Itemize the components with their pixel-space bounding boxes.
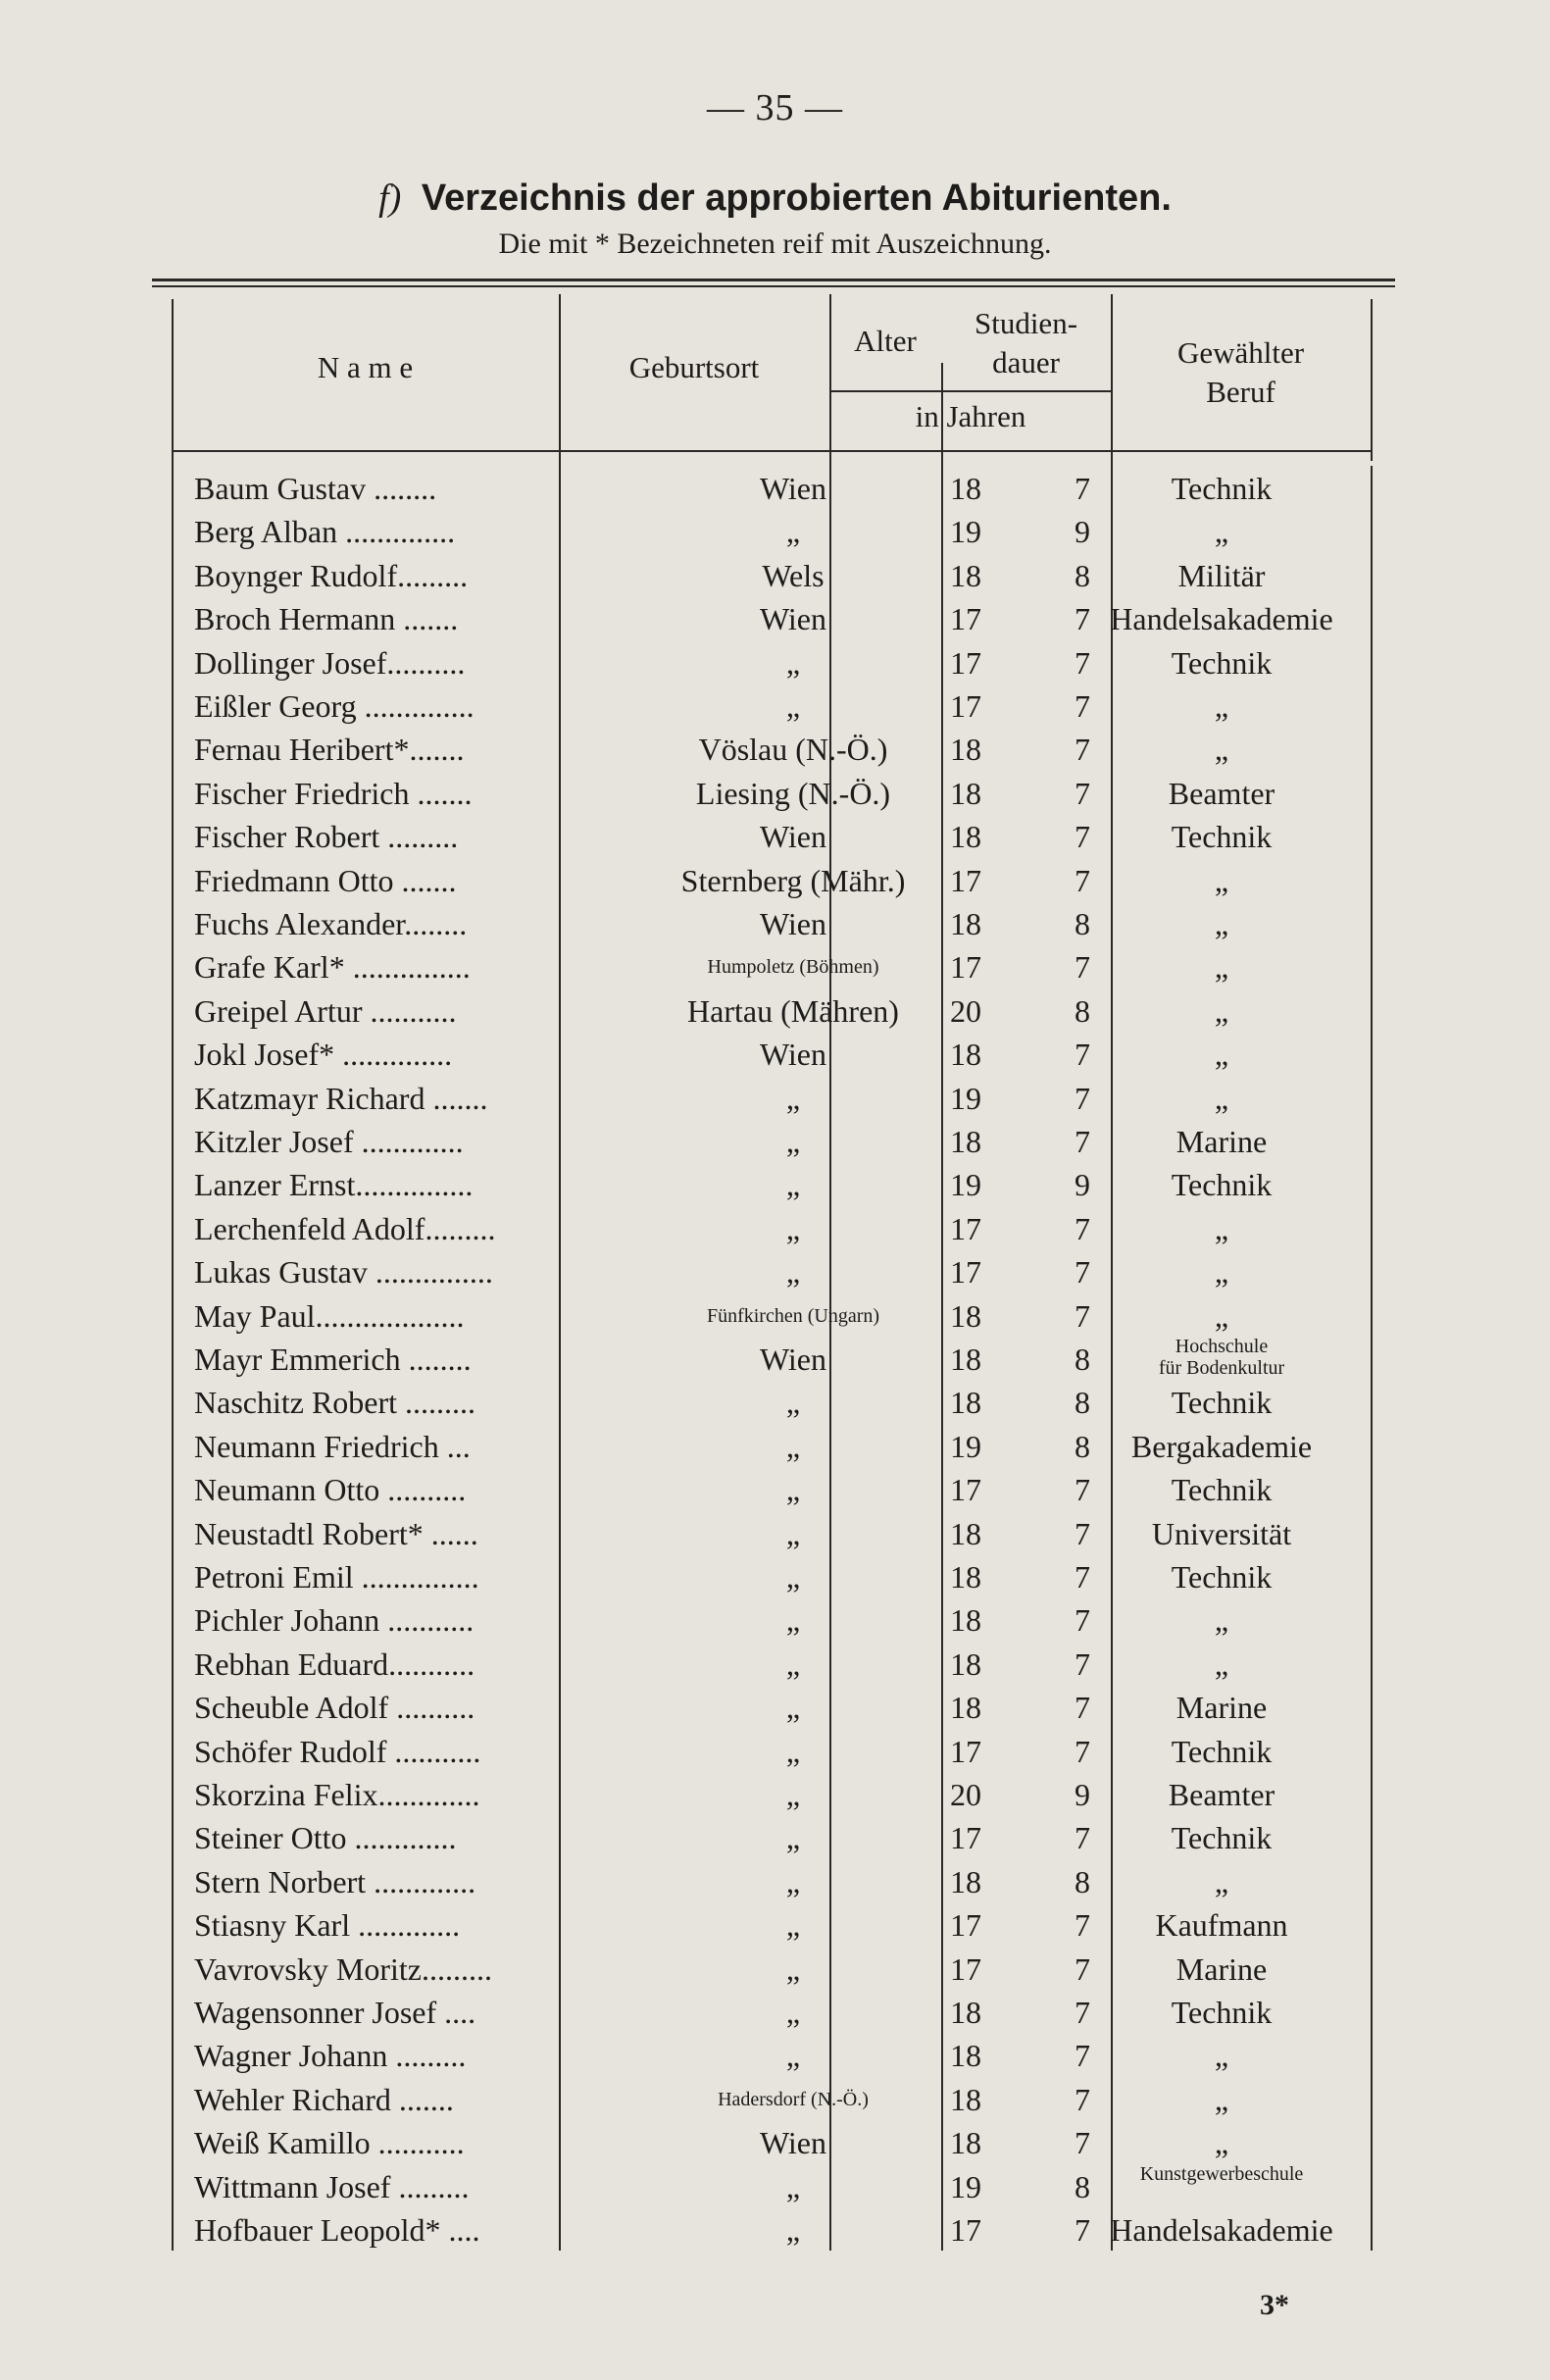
age: 17 bbox=[950, 862, 981, 898]
student-name: Kitzler Josef ............. bbox=[194, 1124, 464, 1159]
table-row bbox=[194, 1555, 1380, 1598]
student-name: Stiasny Karl ............. bbox=[194, 1907, 461, 1944]
study-duration: 7 bbox=[1075, 1733, 1090, 1769]
header-profession: Gewählter Beruf bbox=[1176, 335, 1305, 409]
birthplace: „ bbox=[785, 1559, 801, 1595]
age: 17 bbox=[950, 1950, 981, 1987]
study-duration: 8 bbox=[1075, 906, 1090, 941]
birthplace: „ bbox=[785, 1820, 801, 1856]
table-row bbox=[194, 1381, 1380, 1424]
student-name: Greipel Artur ........... bbox=[194, 992, 457, 1029]
study-duration: 7 bbox=[1075, 2125, 1090, 2161]
table-row bbox=[194, 1773, 1380, 1816]
student-name: Rebhan Eduard........... bbox=[194, 1646, 475, 1682]
study-duration: 7 bbox=[1075, 1515, 1090, 1551]
header-duration: Studien- dauer bbox=[974, 306, 1078, 380]
table-top-rule-inner bbox=[152, 285, 1395, 287]
profession: „ bbox=[1214, 1297, 1229, 1334]
table-row bbox=[194, 815, 1380, 858]
age: 18 bbox=[950, 1646, 981, 1682]
birthplace: Sternberg (Mähr.) bbox=[680, 862, 906, 898]
table-row bbox=[194, 989, 1380, 1033]
age: 18 bbox=[950, 1995, 981, 2030]
birthplace: „ bbox=[785, 1950, 801, 1987]
study-duration: 7 bbox=[1075, 1254, 1090, 1291]
profession: Technik bbox=[1171, 1820, 1273, 1856]
profession: Technik bbox=[1171, 644, 1273, 681]
age: 19 bbox=[950, 1428, 981, 1464]
birthplace: Liesing (N.-Ö.) bbox=[695, 775, 891, 811]
profession: Universität bbox=[1151, 1515, 1292, 1551]
birthplace: „ bbox=[785, 1863, 801, 1899]
profession: „ bbox=[1214, 1080, 1229, 1116]
age: 20 bbox=[950, 992, 981, 1029]
years-rule bbox=[829, 390, 1112, 392]
study-duration: 7 bbox=[1075, 1602, 1090, 1639]
header-bottom-rule bbox=[172, 450, 1373, 452]
study-duration: 7 bbox=[1075, 862, 1090, 898]
profession: „ bbox=[1214, 862, 1229, 898]
study-duration: 7 bbox=[1075, 949, 1090, 986]
student-name: Mayr Emmerich ........ bbox=[194, 1342, 472, 1377]
profession: „ bbox=[1214, 1646, 1229, 1682]
student-name: Fischer Friedrich ....... bbox=[194, 775, 473, 811]
profession: „ bbox=[1214, 1602, 1229, 1639]
table-row bbox=[194, 772, 1380, 815]
age: 17 bbox=[950, 1254, 981, 1291]
age: 17 bbox=[950, 949, 981, 986]
age: 17 bbox=[950, 2212, 981, 2248]
table-row bbox=[194, 684, 1380, 728]
profession: Militär bbox=[1177, 557, 1266, 593]
header-years: in Jahren bbox=[915, 399, 1026, 433]
table-row bbox=[194, 1163, 1380, 1206]
study-duration: 7 bbox=[1075, 2081, 1090, 2117]
student-name: Vavrovsky Moritz......... bbox=[194, 1950, 492, 1987]
profession: Technik bbox=[1171, 1733, 1273, 1769]
student-name: Neustadtl Robert* ...... bbox=[194, 1515, 478, 1551]
profession: „ bbox=[1214, 992, 1229, 1029]
birthplace: „ bbox=[785, 1210, 801, 1246]
study-duration: 8 bbox=[1075, 1863, 1090, 1899]
table-row bbox=[194, 554, 1380, 597]
birthplace: Wien bbox=[759, 1037, 826, 1073]
title-text: Verzeichnis der approbierten Abiturienten. bbox=[421, 177, 1172, 219]
birthplace: Hadersdorf (N.-Ö.) bbox=[718, 2088, 869, 2110]
table-row bbox=[194, 1425, 1380, 1468]
table-row bbox=[194, 1598, 1380, 1642]
age: 18 bbox=[950, 1690, 981, 1726]
age: 19 bbox=[950, 514, 981, 550]
table-row bbox=[194, 1207, 1380, 1250]
birthplace: „ bbox=[785, 514, 801, 550]
student-name: Schöfer Rudolf ........... bbox=[194, 1733, 481, 1769]
study-duration: 7 bbox=[1075, 1124, 1090, 1159]
birthplace: Wien bbox=[759, 2125, 826, 2161]
header-name: N a m e bbox=[317, 350, 414, 384]
table-row bbox=[194, 1294, 1380, 1338]
student-name: Weiß Kamillo ........... bbox=[194, 2125, 465, 2161]
profession: Marine bbox=[1175, 1124, 1268, 1159]
study-duration: 7 bbox=[1075, 1950, 1090, 1987]
birthplace: „ bbox=[785, 1515, 801, 1551]
student-name: Neumann Friedrich ... bbox=[194, 1428, 471, 1464]
age: 18 bbox=[950, 2081, 981, 2117]
table-top-rule bbox=[152, 279, 1395, 281]
birthplace: „ bbox=[785, 1472, 801, 1508]
study-duration: 8 bbox=[1075, 1428, 1090, 1464]
table-row bbox=[194, 2078, 1380, 2121]
study-duration: 8 bbox=[1075, 557, 1090, 593]
birthplace: „ bbox=[785, 1690, 801, 1726]
age: 18 bbox=[950, 1559, 981, 1595]
profession: „ bbox=[1214, 1254, 1229, 1291]
study-duration: 8 bbox=[1075, 992, 1090, 1029]
table-row bbox=[194, 1033, 1380, 1076]
birthplace: Humpoletz (Böhmen) bbox=[707, 956, 879, 979]
page-subtitle: Die mit * Bezeichneten reif mit Auszeichnung. bbox=[498, 228, 1052, 260]
study-duration: 7 bbox=[1075, 1646, 1090, 1682]
birthplace: Vöslau (N.-Ö.) bbox=[698, 732, 888, 768]
student-name: Skorzina Felix............. bbox=[194, 1777, 480, 1812]
birthplace: „ bbox=[785, 1602, 801, 1639]
profession: Technik bbox=[1171, 1995, 1273, 2030]
birthplace: Wien bbox=[759, 906, 826, 941]
study-duration: 7 bbox=[1075, 775, 1090, 811]
birthplace: „ bbox=[785, 1385, 801, 1421]
birthplace: „ bbox=[785, 1733, 801, 1769]
student-name: Katzmayr Richard ....... bbox=[194, 1080, 488, 1116]
profession: Handelsakademie bbox=[1110, 601, 1333, 637]
table-row bbox=[194, 1338, 1380, 1381]
age: 18 bbox=[950, 775, 981, 811]
title-prefix: f) bbox=[378, 177, 402, 219]
header-age: Alter bbox=[854, 324, 917, 358]
student-name: Scheuble Adolf .......... bbox=[194, 1690, 475, 1726]
profession: „ bbox=[1214, 2125, 1229, 2161]
profession: Technik bbox=[1171, 1167, 1273, 1203]
study-duration: 7 bbox=[1075, 688, 1090, 724]
age: 18 bbox=[950, 471, 981, 506]
study-duration: 7 bbox=[1075, 2038, 1090, 2074]
profession: Beamter bbox=[1168, 775, 1275, 811]
study-duration: 7 bbox=[1075, 732, 1090, 768]
table-row bbox=[194, 1686, 1380, 1729]
table-row bbox=[194, 641, 1380, 684]
student-name: Lukas Gustav ............... bbox=[194, 1254, 493, 1291]
student-name: Fernau Heribert*....... bbox=[194, 732, 465, 768]
study-duration: 7 bbox=[1075, 2212, 1090, 2248]
profession: „ bbox=[1214, 688, 1229, 724]
profession: Handelsakademie bbox=[1110, 2212, 1333, 2248]
age: 18 bbox=[950, 906, 981, 941]
study-duration: 8 bbox=[1075, 1385, 1090, 1421]
table-left-border bbox=[172, 299, 174, 2251]
profession: Beamter bbox=[1168, 1777, 1275, 1812]
age: 18 bbox=[950, 1342, 981, 1377]
birthplace: Wien bbox=[759, 819, 826, 855]
student-name: Berg Alban .............. bbox=[194, 514, 456, 550]
study-duration: 7 bbox=[1075, 1472, 1090, 1508]
birthplace: Wien bbox=[759, 601, 826, 637]
student-name: Friedmann Otto ....... bbox=[194, 862, 457, 898]
study-duration: 7 bbox=[1075, 1210, 1090, 1246]
birthplace: Wels bbox=[762, 557, 825, 593]
student-name: Lanzer Ernst............... bbox=[194, 1167, 474, 1203]
student-name: Fuchs Alexander........ bbox=[194, 906, 468, 941]
student-name: May Paul................... bbox=[194, 1297, 465, 1334]
birthplace: „ bbox=[785, 1646, 801, 1682]
study-duration: 8 bbox=[1075, 1342, 1090, 1377]
student-name: Neumann Otto .......... bbox=[194, 1472, 467, 1508]
study-duration: 7 bbox=[1075, 601, 1090, 637]
study-duration: 7 bbox=[1075, 1820, 1090, 1856]
profession: Kaufmann bbox=[1155, 1907, 1288, 1944]
study-duration: 7 bbox=[1075, 1037, 1090, 1073]
birthplace: Fünfkirchen (Ungarn) bbox=[706, 1304, 880, 1327]
header-place: Geburtsort bbox=[628, 350, 760, 384]
study-duration: 8 bbox=[1075, 2168, 1090, 2204]
student-name: Naschitz Robert ......... bbox=[194, 1385, 476, 1421]
profession: „ bbox=[1214, 2081, 1229, 2117]
table-row bbox=[194, 1816, 1380, 1859]
birthplace: „ bbox=[785, 2168, 801, 2204]
age: 17 bbox=[950, 688, 981, 724]
table-row bbox=[194, 1120, 1380, 1163]
profession: Marine bbox=[1175, 1690, 1268, 1726]
birthplace: „ bbox=[785, 1428, 801, 1464]
student-name: Wittmann Josef ......... bbox=[194, 2168, 470, 2204]
table-row bbox=[194, 902, 1380, 945]
study-duration: 7 bbox=[1075, 1559, 1090, 1595]
profession: Technik bbox=[1171, 1472, 1273, 1508]
student-name: Broch Hermann ....... bbox=[194, 601, 459, 637]
student-name: Pichler Johann ........... bbox=[194, 1602, 475, 1639]
study-duration: 7 bbox=[1075, 644, 1090, 681]
table-row bbox=[194, 945, 1380, 988]
study-duration: 7 bbox=[1075, 471, 1090, 506]
birthplace: „ bbox=[785, 688, 801, 724]
profession: Technik bbox=[1171, 471, 1273, 506]
age: 18 bbox=[950, 1297, 981, 1334]
birthplace: Wien bbox=[759, 1342, 826, 1377]
profession: „ bbox=[1214, 2038, 1229, 2074]
student-name: Grafe Karl* ............... bbox=[194, 949, 471, 986]
table-row bbox=[194, 467, 1380, 510]
age: 18 bbox=[950, 1124, 981, 1159]
age: 18 bbox=[950, 2125, 981, 2161]
table-right-border bbox=[1371, 299, 1373, 461]
age: 20 bbox=[950, 1777, 981, 1812]
student-name: Lerchenfeld Adolf......... bbox=[194, 1210, 496, 1246]
age: 17 bbox=[950, 1210, 981, 1246]
profession: Marine bbox=[1175, 1950, 1268, 1987]
profession: Technik bbox=[1171, 819, 1273, 855]
birthplace: „ bbox=[785, 2212, 801, 2248]
age: 17 bbox=[950, 1907, 981, 1944]
student-name: Wagner Johann ......... bbox=[194, 2038, 467, 2074]
student-name: Steiner Otto ............. bbox=[194, 1820, 457, 1856]
table-row bbox=[194, 1643, 1380, 1686]
age: 17 bbox=[950, 601, 981, 637]
profession: „ bbox=[1214, 732, 1229, 768]
age: 18 bbox=[950, 2038, 981, 2074]
profession: „ bbox=[1214, 514, 1229, 550]
table-row bbox=[194, 1860, 1380, 1903]
signature-mark: 3* bbox=[1260, 2289, 1289, 2321]
study-duration: 7 bbox=[1075, 1297, 1090, 1334]
profession: Technik bbox=[1171, 1559, 1273, 1595]
study-duration: 7 bbox=[1075, 1690, 1090, 1726]
table-row bbox=[194, 597, 1380, 640]
table-row bbox=[194, 1468, 1380, 1511]
study-duration: 9 bbox=[1075, 1167, 1090, 1203]
table-row bbox=[194, 1903, 1380, 1947]
page-title bbox=[0, 177, 1550, 220]
profession: Technik bbox=[1171, 1385, 1273, 1421]
birthplace: „ bbox=[785, 2038, 801, 2074]
profession: Hochschule für Bodenkultur bbox=[1158, 1336, 1285, 1379]
table-row bbox=[194, 1730, 1380, 1773]
birthplace: Wien bbox=[759, 471, 826, 506]
study-duration: 7 bbox=[1075, 1080, 1090, 1116]
profession: „ bbox=[1214, 1863, 1229, 1899]
student-name: Wehler Richard ....... bbox=[194, 2081, 454, 2117]
table-row bbox=[194, 1512, 1380, 1555]
age: 19 bbox=[950, 1167, 981, 1203]
age: 17 bbox=[950, 644, 981, 681]
table-row bbox=[194, 510, 1380, 553]
table-row bbox=[194, 1948, 1380, 1991]
table-row bbox=[194, 2034, 1380, 2077]
birthplace: „ bbox=[785, 644, 801, 681]
age: 18 bbox=[950, 1863, 981, 1899]
birthplace: „ bbox=[785, 1995, 801, 2030]
student-name: Wagensonner Josef .... bbox=[194, 1995, 476, 2030]
student-name: Fischer Robert ......... bbox=[194, 819, 459, 855]
profession: „ bbox=[1214, 1210, 1229, 1246]
profession: Kunstgewerbeschule bbox=[1139, 2162, 1304, 2185]
student-name: Hofbauer Leopold* .... bbox=[194, 2212, 480, 2248]
age: 18 bbox=[950, 1385, 981, 1421]
table-row bbox=[194, 1991, 1380, 2034]
table-row bbox=[194, 2208, 1380, 2252]
study-duration: 9 bbox=[1075, 1777, 1090, 1812]
age: 19 bbox=[950, 2168, 981, 2204]
study-duration: 7 bbox=[1075, 819, 1090, 855]
age: 18 bbox=[950, 732, 981, 768]
table-row bbox=[194, 1077, 1380, 1120]
study-duration: 7 bbox=[1075, 1907, 1090, 1944]
birthplace: „ bbox=[785, 1124, 801, 1159]
birthplace: „ bbox=[785, 1254, 801, 1291]
student-name: Dollinger Josef.......... bbox=[194, 644, 466, 681]
age: 17 bbox=[950, 1733, 981, 1769]
birthplace: Hartau (Mähren) bbox=[687, 992, 899, 1029]
age: 19 bbox=[950, 1080, 981, 1116]
age: 17 bbox=[950, 1472, 981, 1508]
table-row bbox=[194, 2121, 1380, 2164]
page-number: — 35 — bbox=[707, 87, 843, 128]
profession: „ bbox=[1214, 949, 1229, 986]
birthplace: „ bbox=[785, 1907, 801, 1944]
student-name: Jokl Josef* .............. bbox=[194, 1037, 453, 1073]
age: 17 bbox=[950, 1820, 981, 1856]
table-row bbox=[194, 1250, 1380, 1293]
age: 18 bbox=[950, 1602, 981, 1639]
birthplace: „ bbox=[785, 1080, 801, 1116]
student-name: Eißler Georg .............. bbox=[194, 688, 475, 724]
birthplace: „ bbox=[785, 1167, 801, 1203]
birthplace: „ bbox=[785, 1777, 801, 1812]
table-row bbox=[194, 859, 1380, 902]
student-name: Petroni Emil ............... bbox=[194, 1559, 479, 1595]
age: 18 bbox=[950, 1037, 981, 1073]
profession: „ bbox=[1214, 906, 1229, 941]
age: 18 bbox=[950, 819, 981, 855]
study-duration: 9 bbox=[1075, 514, 1090, 550]
table-row bbox=[194, 2162, 1380, 2208]
age: 18 bbox=[950, 1515, 981, 1551]
student-name: Baum Gustav ........ bbox=[194, 471, 437, 506]
age: 18 bbox=[950, 557, 981, 593]
table-row bbox=[194, 728, 1380, 771]
student-name: Stern Norbert ............. bbox=[194, 1863, 476, 1899]
student-name: Boynger Rudolf......... bbox=[194, 557, 469, 593]
study-duration: 7 bbox=[1075, 1995, 1090, 2030]
profession: „ bbox=[1214, 1037, 1229, 1073]
profession: Bergakademie bbox=[1130, 1428, 1313, 1464]
